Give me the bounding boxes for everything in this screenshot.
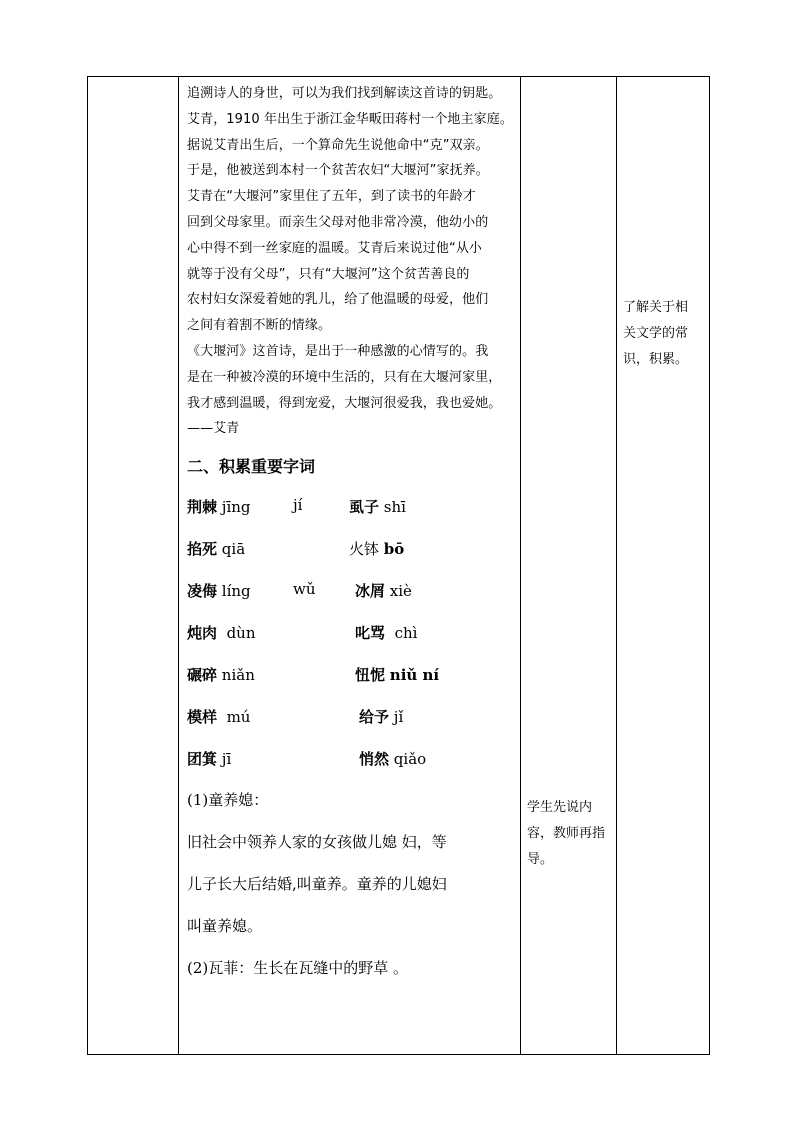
vocab-pinyin: xiè xyxy=(389,582,412,601)
vocab-word: 叱骂 xyxy=(355,624,386,643)
note-line: 导。 xyxy=(527,852,554,867)
intro-line: 之间有着割不断的情缘。 xyxy=(187,318,332,334)
vocab-list xyxy=(187,485,514,779)
intro-line: 追溯诗人的身世，可以为我们找到解读这首诗的钥匙。 xyxy=(187,86,502,101)
vocab-pinyin: niǔ ní xyxy=(389,666,440,685)
vocab-row xyxy=(187,611,514,653)
note-line: 叫童养媳。 xyxy=(187,917,263,936)
intro-line: 我才感到温暖，得到宠爱，大堰河很爱我，我也爱她。 xyxy=(187,395,502,411)
vocab-word: 虱子 xyxy=(349,498,380,517)
vocab-row xyxy=(187,485,514,527)
note-line: 儿子长大后结婚,叫童养。童养的儿媳妇 xyxy=(187,875,447,894)
vocab-word: 火钵 xyxy=(349,540,380,559)
student-activity-note xyxy=(521,795,616,873)
intro-line: 于是，他被送到本村一个贫苦农妇“大堰河”家抚养。 xyxy=(187,163,489,179)
vocab-row xyxy=(187,653,514,695)
vocab-pinyin: qiǎo xyxy=(393,750,427,769)
vocab-pinyin: qiā xyxy=(221,540,246,559)
intro-line: 回到父母家里。而亲生父母对他非常冷漠，他幼小的 xyxy=(187,214,489,230)
vocab-word: 冰屑 xyxy=(355,582,386,601)
note-line: 识，积累。 xyxy=(623,352,689,367)
intro-line: 是在一种被冷漠的环境中生活的，只有在大堰河家里， xyxy=(187,369,502,385)
vocab-word: 掐死 xyxy=(187,540,218,559)
vocab-pinyin: jī xyxy=(221,750,232,769)
intro-line: 心中得不到一丝家庭的温暖。艾青后来说过他“从小 xyxy=(187,240,483,256)
note-line: 容，教师再指 xyxy=(527,826,606,841)
notes-text xyxy=(187,779,514,989)
vocab-pinyin: shī xyxy=(383,498,406,517)
note-line: 了解关于相 xyxy=(623,300,689,315)
vocab-word: 忸怩 xyxy=(355,666,386,685)
intro-line: 农村妇女深爱着她的乳儿，给了他温暖的母爱，他们 xyxy=(187,292,489,308)
intro-line: 《大堰河》这首诗，是出于一种感激的心情写的。我 xyxy=(187,343,489,359)
vocab-pinyin: bō xyxy=(383,540,405,559)
section-heading: 二、积累重要字词 xyxy=(187,457,316,477)
note-line: (1)童养媳： xyxy=(187,791,269,810)
vocab-pinyin: chì xyxy=(394,624,418,643)
intro-text xyxy=(187,81,514,442)
vocab-row xyxy=(187,569,514,611)
student-activity-cell xyxy=(521,77,617,1055)
vocab-pinyin: líng xyxy=(221,582,251,601)
design-intent-note xyxy=(617,295,709,373)
vocab-word: 炖肉 xyxy=(187,624,218,643)
note-line: 旧社会中领养人家的女孩做儿媳 妇，等 xyxy=(187,833,447,852)
vocab-word: 凌侮 xyxy=(187,582,218,601)
intro-line: 艾青在“大堰河”家里住了五年，到了读书的年龄才 xyxy=(187,189,476,205)
vocab-pinyin: jīng xyxy=(221,498,251,517)
note-line: 学生先说内 xyxy=(527,800,593,815)
vocab-row xyxy=(187,737,514,779)
content-cell xyxy=(179,77,521,1055)
note-line: 关文学的常 xyxy=(623,326,689,341)
vocab-pinyin: jǐ xyxy=(393,708,404,727)
intro-line: 据说艾青出生后，一个算命先生说他命中“克”双亲。 xyxy=(187,137,489,153)
intro-line: ——艾青 xyxy=(187,421,240,437)
vocab-word: 给予 xyxy=(359,708,390,727)
vocab-word: 碾碎 xyxy=(187,666,218,685)
vocab-word: 荆棘 xyxy=(187,498,218,517)
lesson-plan-table xyxy=(87,76,710,1055)
table-row xyxy=(88,77,710,1055)
vocab-word: 模样 xyxy=(187,708,218,727)
vocab-pinyin: dùn xyxy=(226,624,256,643)
vocab-pinyin: wǔ xyxy=(293,580,316,599)
vocab-word: 悄然 xyxy=(359,750,390,769)
vocab-pinyin: jí xyxy=(293,496,303,515)
vocab-row xyxy=(187,527,514,569)
vocab-pinyin: mú xyxy=(226,708,251,727)
empty-cell xyxy=(88,77,179,1055)
intro-line: 就等于没有父母”，只有“大堰河”这个贫苦善良的 xyxy=(187,266,470,282)
design-intent-cell xyxy=(617,77,710,1055)
vocab-pinyin: niǎn xyxy=(221,666,255,685)
note-line: (2)瓦菲：生长在瓦缝中的野草 。 xyxy=(187,959,409,978)
vocab-word: 团箕 xyxy=(187,750,218,769)
vocab-row xyxy=(187,695,514,737)
intro-line: 艾青，1910 年出生于浙江金华畈田蒋村一个地主家庭。 xyxy=(187,111,513,127)
